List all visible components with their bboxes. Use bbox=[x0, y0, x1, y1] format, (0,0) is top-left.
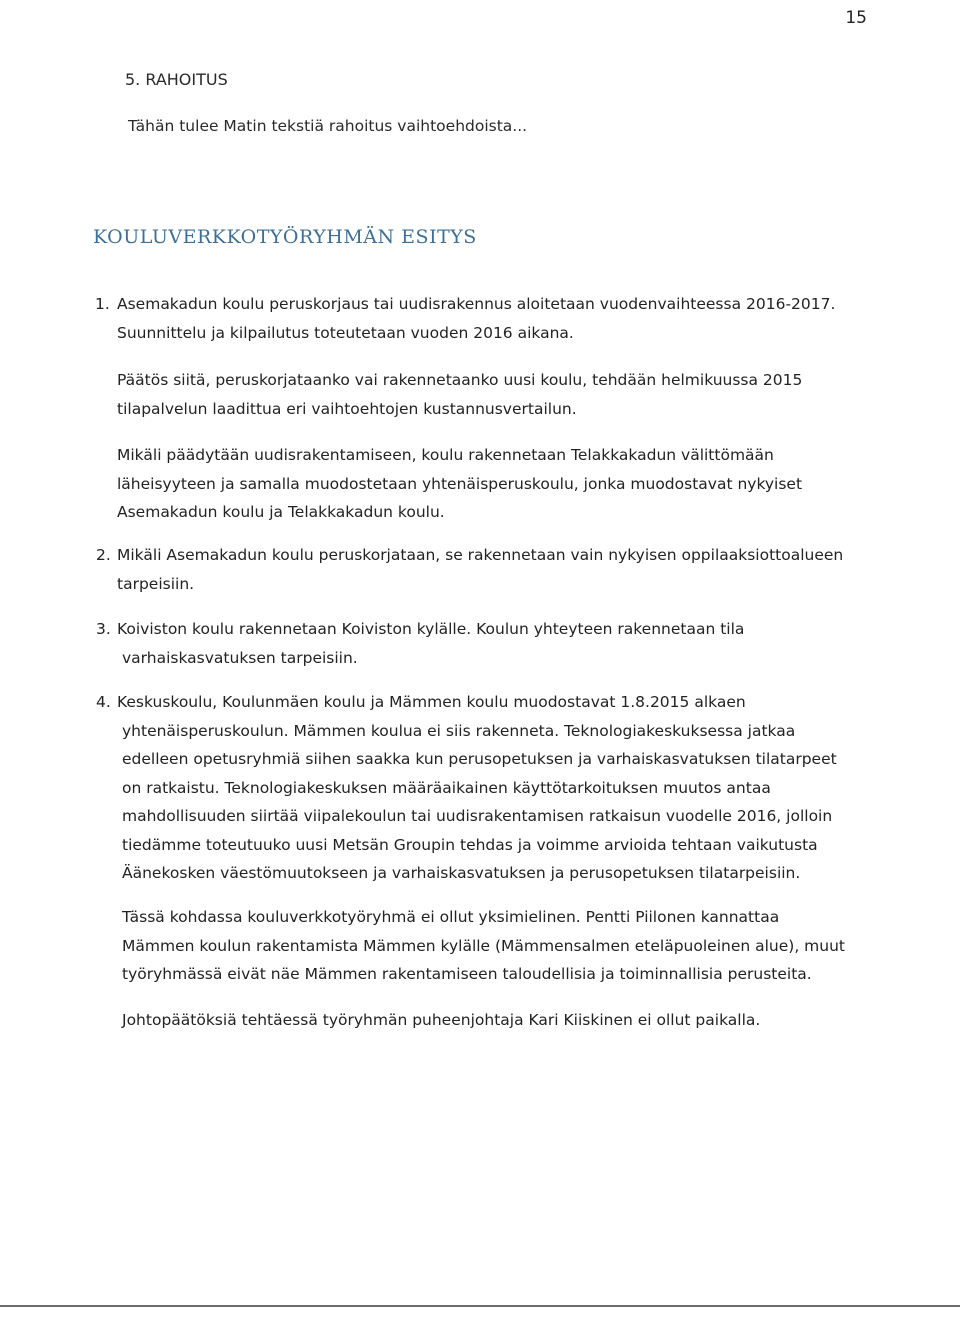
list-item-line: Äänekosken väestömuutokseen ja varhaiskasvatuksen ja perusopetuksen tilatarpeisiin. bbox=[122, 864, 801, 882]
list-item-line: Mikäli Asemakadun koulu peruskorjataan, se rakennetaan vain nykyisen oppilaaksiottoalueen bbox=[117, 546, 844, 564]
paragraph-line: Tässä kohdassa kouluverkkotyöryhmä ei ollut yksimielinen. Pentti Piilonen kannattaa bbox=[122, 908, 780, 926]
list-item-number: 4. bbox=[96, 693, 111, 711]
list-item-line: yhtenäisperuskoulun. Mämmen koulua ei siis rakenneta. Teknologiakeskuksessa jatkaa bbox=[122, 721, 796, 740]
paragraph-line: Päätös siitä, peruskorjataanko vai rakennetaanko uusi koulu, tehdään helmikuussa 2015 bbox=[117, 371, 803, 389]
list-item-line: mahdollisuuden siirtää viipalekoulun tai uudisrakentamisen ratkaisun vuodelle 2016, jolloin bbox=[122, 807, 833, 825]
section-heading: 5. RAHOITUS bbox=[125, 70, 228, 89]
list-item-number: 2. bbox=[96, 546, 111, 564]
list-item-number: 1. bbox=[95, 295, 110, 313]
footer-rule bbox=[0, 1305, 960, 1307]
document-title: KOULUVERKKOTYÖRYHMÄN ESITYS bbox=[93, 226, 477, 248]
paragraph-line: läheisyyteen ja samalla muodostetaan yhtenäisperuskoulu, jonka muodostavat nykyiset bbox=[117, 474, 803, 493]
list-item-line: Suunnittelu ja kilpailutus toteutetaan vuoden 2016 aikana. bbox=[117, 323, 574, 342]
paragraph-line: tilapalvelun laadittua eri vaihtoehtojen kustannusvertailun. bbox=[117, 399, 577, 418]
paragraph-line: Mikäli päädytään uudisrakentamiseen, koulu rakennetaan Telakkakadun välittömään bbox=[117, 446, 774, 464]
section-intro: Tähän tulee Matin tekstiä rahoitus vaihtoehdoista... bbox=[128, 117, 528, 135]
list-item-line: tiedämme toteutuuko uusi Metsän Groupin tehdas ja voimme arvioida tehtaan vaikutusta bbox=[122, 835, 818, 854]
list-item-line: varhaiskasvatuksen tarpeisiin. bbox=[122, 648, 358, 667]
paragraph-line: Mämmen koulun rakentamista Mämmen kylälle (Mämmensalmen eteläpuoleinen alue), muut bbox=[122, 936, 846, 955]
paragraph-line: Asemakadun koulu ja Telakkakadun koulu. bbox=[117, 503, 445, 521]
list-item-line: Asemakadun koulu peruskorjaus tai uudisrakennus aloitetaan vuodenvaihteessa 2016-2017. bbox=[117, 295, 836, 313]
item-1-paragraph-2 bbox=[117, 441, 802, 527]
list-item-line: Koiviston koulu rakennetaan Koiviston kylälle. Koulun yhteyteen rakennetaan tila bbox=[117, 620, 745, 638]
paragraph-line: Johtopäätöksiä tehtäessä työryhmän puheenjohtaja Kari Kiiskinen ei ollut paikalla. bbox=[122, 1011, 761, 1029]
list-item-line: Keskuskoulu, Koulunmäen koulu ja Mämmen koulu muodostavat 1.8.2015 alkaen bbox=[117, 693, 746, 711]
item-1-paragraph-1 bbox=[117, 366, 802, 423]
page-number: 15 bbox=[845, 8, 867, 28]
list-item-line: tarpeisiin. bbox=[117, 574, 195, 593]
list-item-number: 3. bbox=[96, 620, 111, 638]
closing-paragraph-2 bbox=[122, 1006, 760, 1035]
list-item-line: edelleen opetusryhmiä siihen saakka kun perusopetuksen ja varhaiskasvatuksen tilatarpeet bbox=[122, 750, 837, 768]
closing-paragraph-1 bbox=[122, 903, 845, 989]
list-item-line: on ratkaistu. Teknologiakeskuksen määräaikainen käyttötarkoituksen muutos antaa bbox=[122, 778, 771, 797]
paragraph-line: työryhmässä eivät näe Mämmen rakentamiseen taloudellisia ja toiminnallisia perusteita. bbox=[122, 965, 812, 983]
